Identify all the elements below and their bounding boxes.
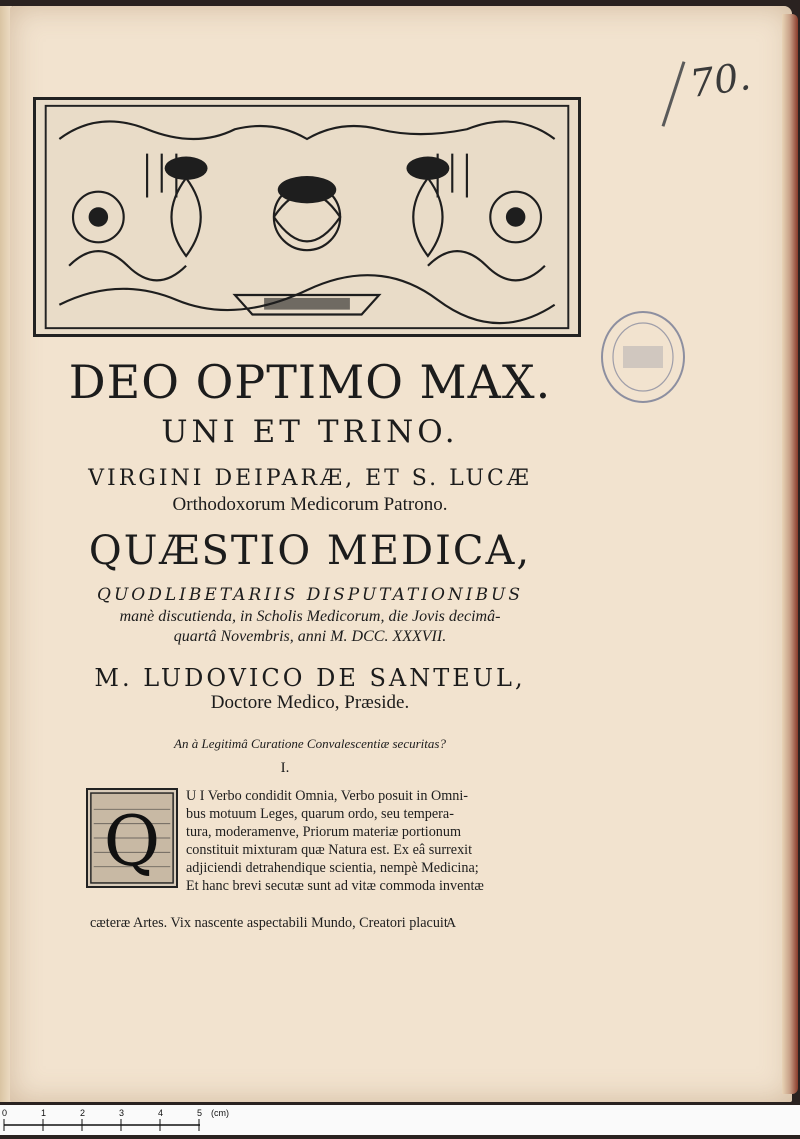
scale-label-5: 5 bbox=[197, 1108, 203, 1118]
title-line-1: DEO OPTIMO MAX. bbox=[68, 355, 552, 409]
praeses-title: Doctore Medico, Præside. bbox=[210, 692, 410, 713]
folio-number: 70. bbox=[687, 54, 754, 106]
title-line-4: Orthodoxorum Medicorum Patrono. bbox=[172, 494, 448, 515]
body-line-6: Et hanc brevi secutæ sunt ad vitæ commoda inventæ bbox=[186, 878, 484, 894]
scale-label-unit: (cm) bbox=[211, 1108, 229, 1118]
title-line-5: QUÆSTIO MEDICA, bbox=[88, 528, 532, 574]
scale-label-1: 1 bbox=[41, 1108, 47, 1118]
dropcap-letter: Q bbox=[103, 801, 161, 882]
signature-mark: A bbox=[446, 916, 457, 931]
title-line-3: VIRGINI DEIPARÆ, ET S. LUCÆ bbox=[88, 466, 532, 491]
praeses-name: M. LUDOVICO DE SANTEUL, bbox=[94, 664, 526, 692]
title-line-8: quartâ Novembris, anni M. DCC. XXXVII. bbox=[173, 628, 447, 645]
body-line-1: U I Verbo condidit Omnia, Verbo posuit in Omni- bbox=[186, 788, 469, 804]
ornamental-headpiece bbox=[33, 97, 581, 337]
section-number: I. bbox=[280, 760, 290, 776]
headpiece-engraving bbox=[36, 100, 578, 334]
body-line-7: cæteræ Artes. Vix nascente aspectabili Mundo, Creatori placuit bbox=[90, 915, 448, 931]
scale-label-2: 2 bbox=[80, 1108, 86, 1118]
scale-label-3: 3 bbox=[119, 1108, 125, 1118]
body-line-4: constituit mixturam quæ Natura est. Ex eâ surrexit bbox=[186, 842, 473, 858]
measurement-scale-bar bbox=[0, 1105, 800, 1135]
scale-ruler bbox=[0, 1105, 800, 1135]
body-line-3: tura, moderamenve, Priorum materiæ portionum bbox=[186, 824, 462, 840]
scale-label-4: 4 bbox=[158, 1108, 164, 1118]
decorated-initial bbox=[86, 788, 178, 888]
scale-label-0: 0 bbox=[2, 1108, 8, 1118]
body-line-2: bus motuum Leges, quarum ordo, seu tempera- bbox=[186, 806, 454, 822]
page-edge-right bbox=[782, 14, 798, 1094]
thesis-question: An à Legitimâ Curatione Convalescentiæ securitas? bbox=[174, 736, 446, 751]
body-line-5: adjiciendi detrahendique scientia, nempè Medicina; bbox=[186, 860, 479, 876]
title-line-6: QUODLIBETARIIS DISPUTATIONIBUS bbox=[97, 585, 523, 605]
title-line-2: UNI ET TRINO. bbox=[161, 414, 459, 450]
title-line-7: manè discutienda, in Scholis Medicorum, die Jovis decimâ- bbox=[119, 608, 501, 625]
dropcap-engraving bbox=[88, 790, 176, 886]
